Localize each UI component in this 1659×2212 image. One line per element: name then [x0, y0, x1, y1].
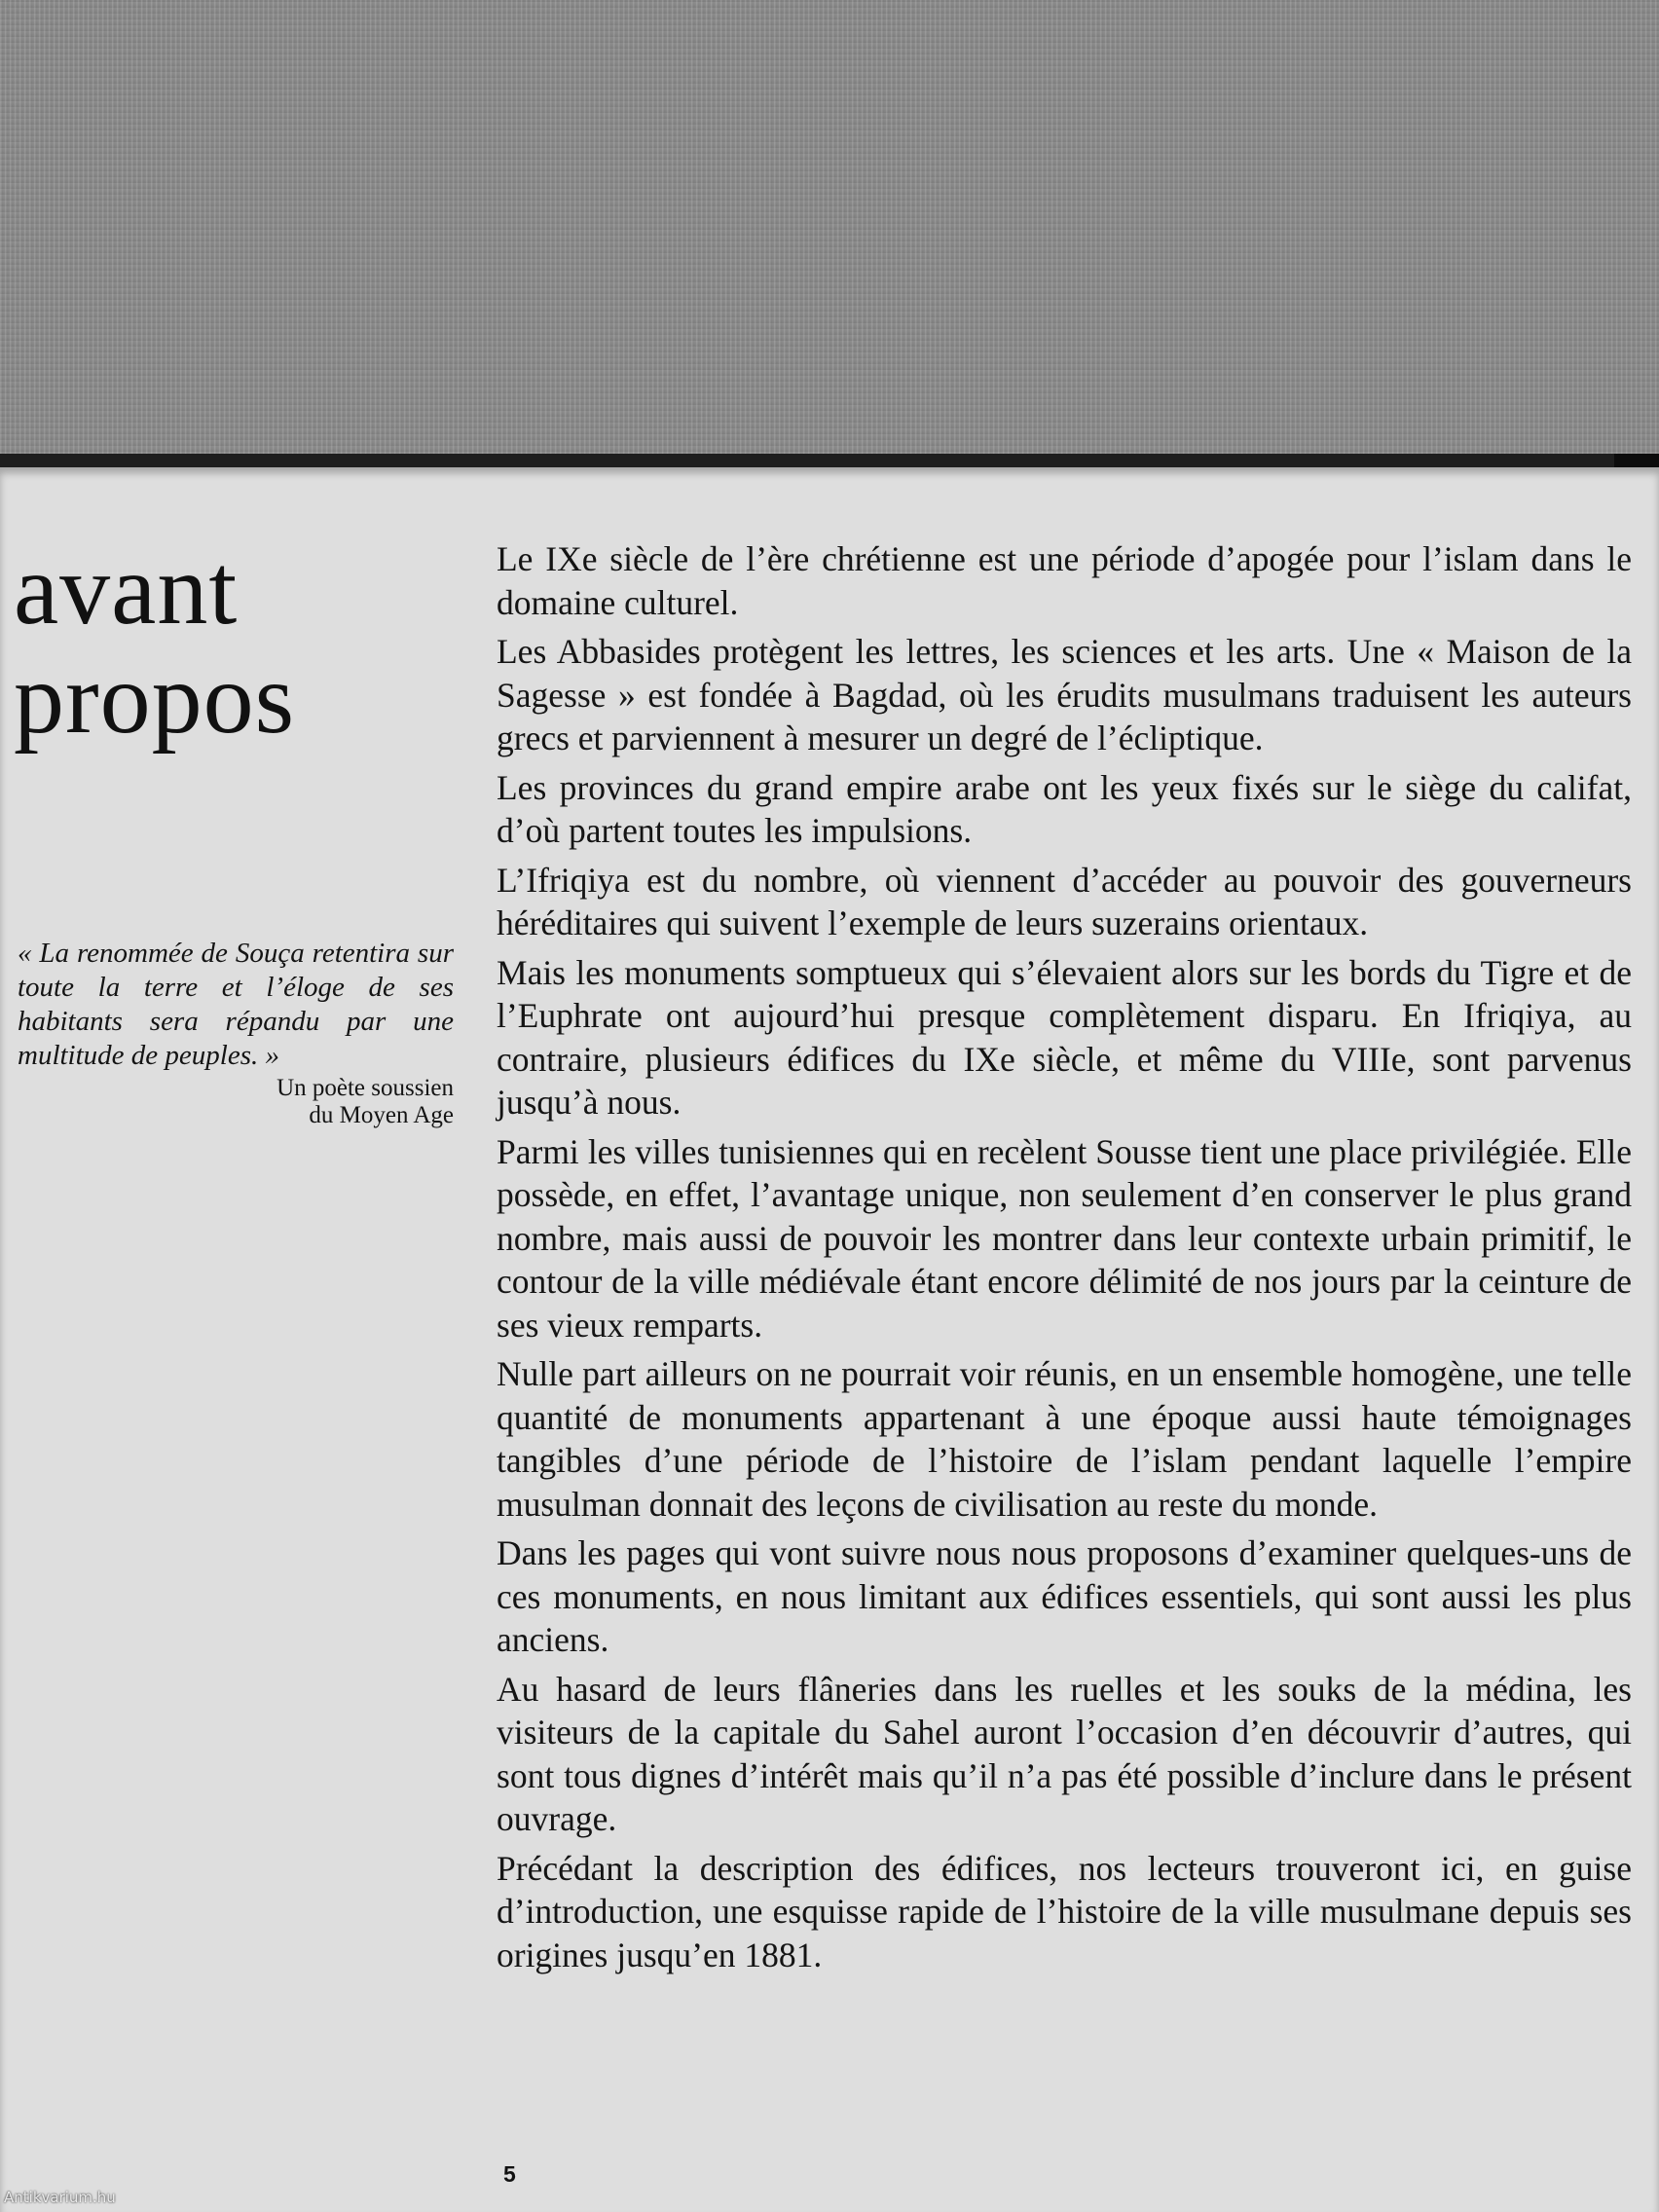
epigraph-author-line-2: du Moyen Age — [309, 1102, 454, 1128]
paragraph: Les provinces du grand empire arabe ont les yeux fixés sur le siège du califat, d’où partent toutes les impulsions. — [497, 767, 1632, 850]
watermark: Antikvarium.hu — [4, 2189, 116, 2206]
paragraph: Mais les monuments somptueux qui s’élevaient alors sur les bords du Tigre et de l’Euphrate ont aujourd’hui presque complètement disparu. En Ifriqiya, au contraire, plusieurs édifices du IXe siècle, et même du VIIIe, sont parvenus jusqu’à nous. — [497, 952, 1632, 1122]
heading-line-1: avant — [14, 534, 239, 645]
epigraph-author-line-1: Un poète soussien — [276, 1075, 454, 1101]
paragraph: Le IXe siècle de l’ère chrétienne est une période d’apogée pour l’islam dans le domaine culturel. — [497, 539, 1632, 622]
body-text — [497, 537, 1632, 1982]
paragraph: Au hasard de leurs flâneries dans les ruelles et les souks de la médina, les visiteurs de la capitale du Sahel auront l’occasion d’en découvrir d’autres, qui sont tous dignes d’intérêt mais qu’il n’a pas été possible d’inclure dans le présent ouvrage. — [497, 1669, 1632, 1838]
paragraph: Parmi les villes tunisiennes qui en recèlent Sousse tient une place privilégiée. Elle possède, en effet, l’avantage unique, non seulement d’en conserver le plus grand nombre, mais aussi de pouvoir les montrer dans leur contexte urbain primitif, le contour de la ville médiévale étant encore délimité de nos jours par la ceinture de ses vieux remparts. — [497, 1131, 1632, 1345]
page-heading — [14, 535, 295, 754]
epigraph-author — [18, 1075, 454, 1129]
epigraph-quote: « La renommée de Souça retentira sur toute la terre et l’éloge de ses habitants sera répandu par une multitude de peuples. » — [18, 938, 454, 1071]
paragraph: Dans les pages qui vont suivre nous nous proposons d’examiner quelques-uns de ces monuments, en nous limitant aux édifices essentiels, qui sont aussi les plus anciens. — [497, 1533, 1632, 1659]
book-page — [0, 467, 1659, 2212]
page-number: 5 — [503, 2161, 516, 2187]
epigraph — [18, 937, 454, 1129]
paragraph: Nulle part ailleurs on ne pourrait voir réunis, en un ensemble homogène, une telle quantité de monuments appartenant à une époque aussi haute témoignages tangibles d’une période de l’histoire de l’islam pendant laquelle l’empire musulman donnait des leçons de civilisation au reste du monde. — [497, 1354, 1632, 1524]
paragraph: L’Ifriqiya est du nombre, où viennent d’accéder au pouvoir des gouverneurs héréditaires qui suivent l’exemple de leurs suzerains orientaux. — [497, 860, 1632, 942]
heading-line-2: propos — [14, 643, 296, 755]
paragraph: Les Abbasides protègent les lettres, les sciences et les arts. Une « Maison de la Sagesse » est fondée à Bagdad, où les érudits musulmans traduisent les auteurs grecs et parviennent à mesurer un degré de l’écliptique. — [497, 632, 1632, 757]
paragraph: Précédant la description des édifices, nos lecteurs trouveront ici, en guise d’introduction, une esquisse rapide de l’histoire de la ville musulmane depuis ses origines jusqu’en 1881. — [497, 1848, 1632, 1974]
gray-background — [0, 0, 1659, 469]
